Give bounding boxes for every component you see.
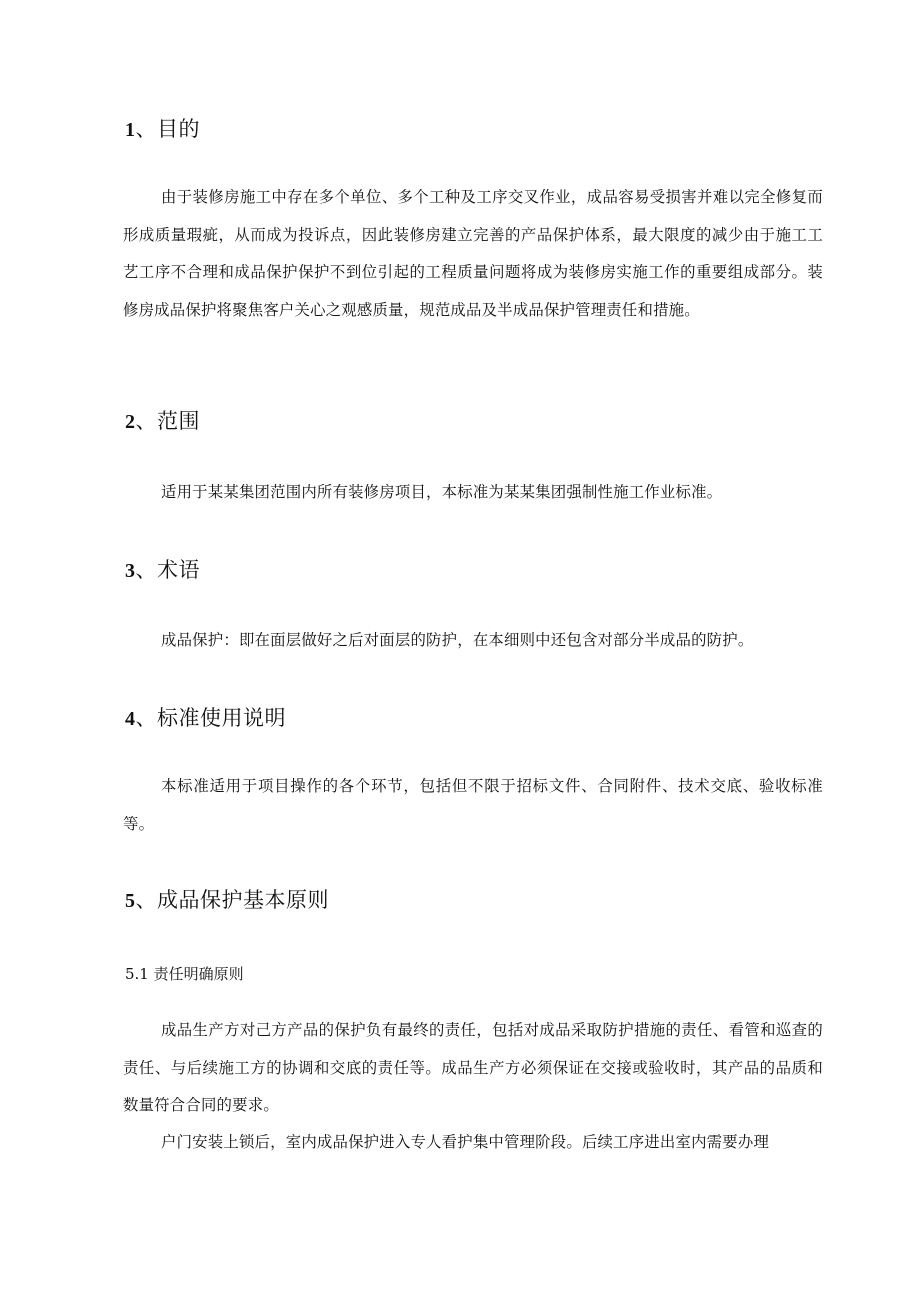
section-1-paragraph: 由于装修房施工中存在多个单位、多个工种及工序交叉作业，成品容易受损害并难以完全修复而形成质量瑕疵，从而成为投诉点，因此装修房建立完善的产品保护体系，最大限度的减少由于施工工艺工序不合理和成品保护保护不到位引起的工程质量问题将成为装修房实施工作的重要组成部分。装修房成品保护将聚焦客户关心之观感质量，规范成品及半成品保护管理责任和措施。	[123, 188, 823, 319]
subsection-5-1-paragraph-2: 户门安装上锁后，室内成品保护进入专人看护集中管理阶段。后续工序进出室内需要办理	[161, 1133, 770, 1151]
section-2-paragraph: 适用于某某集团范围内所有装修房项目，本标准为某某集团强制性施工作业标准。	[161, 483, 723, 501]
section-5-title: 成品保护基本原则	[157, 888, 329, 912]
section-3-number: 3	[125, 560, 136, 582]
section-1-number: 1	[125, 119, 136, 141]
section-2-heading	[125, 406, 200, 437]
section-4-title: 标准使用说明	[157, 706, 286, 730]
section-2-separator: 、	[135, 409, 157, 433]
section-3-title: 术语	[157, 558, 200, 582]
section-3-heading	[125, 555, 200, 586]
section-5-separator: 、	[135, 888, 157, 912]
section-1-heading	[125, 114, 200, 145]
section-4-heading	[125, 703, 286, 734]
section-4-paragraph: 本标准适用于项目操作的各个环节，包括但不限于招标文件、合同附件、技术交底、验收标准等。	[123, 777, 823, 833]
subsection-5-1-paragraph-1: 成品生产方对己方产品的保护负有最终的责任，包括对成品采取防护措施的责任、看管和巡查的责任、与后续施工方的协调和交底的责任等。成品生产方必须保证在交接或验收时，其产品的品质和数量符合合同的要求。	[123, 1021, 823, 1115]
section-3-paragraph: 成品保护：即在面层做好之后对面层的防护，在本细则中还包含对部分半成品的防护。	[161, 631, 754, 649]
section-4-separator: 、	[135, 706, 157, 730]
section-4-number: 4	[125, 708, 136, 730]
section-1-separator: 、	[135, 117, 157, 141]
section-3-separator: 、	[135, 558, 157, 582]
subsection-5-1-heading: 5.1 责任明确原则	[125, 965, 244, 983]
section-5-heading	[125, 885, 329, 916]
section-2-number: 2	[125, 411, 136, 433]
section-2-title: 范围	[157, 409, 200, 433]
section-5-number: 5	[125, 890, 136, 912]
section-1-title: 目的	[157, 117, 200, 141]
